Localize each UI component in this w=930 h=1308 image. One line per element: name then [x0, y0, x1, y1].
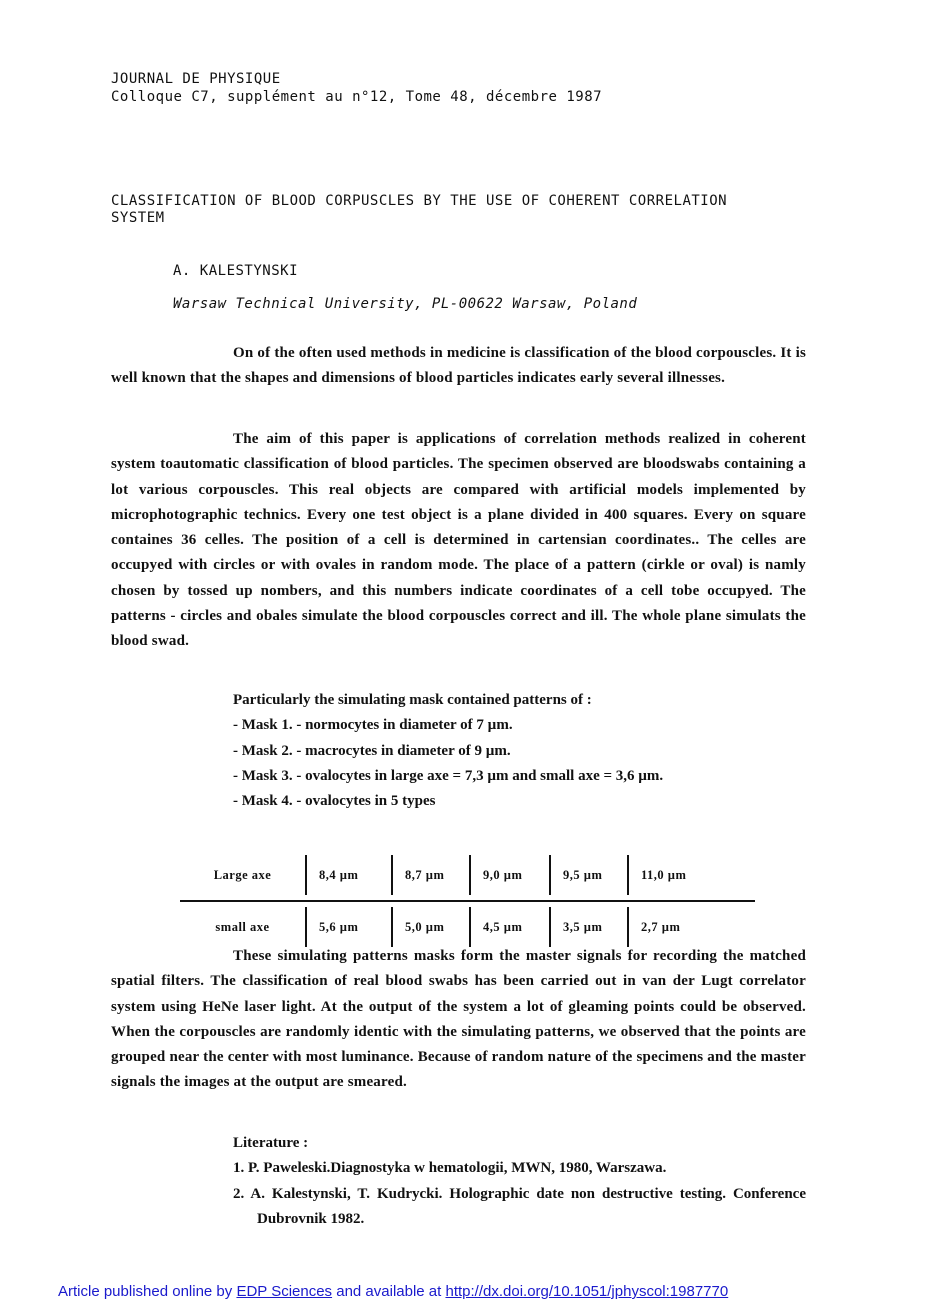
mask-item: - Mask 2. - macrocytes in diameter of 9 µm. [233, 742, 511, 759]
mask-list-intro: Particularly the simulating mask contained patterns of : [233, 692, 592, 708]
table-row-small [180, 907, 755, 947]
paper-title-line-1: CLASSIFICATION OF BLOOD CORPUSCLES BY THE USE OF COHERENT CORRELATION [111, 193, 728, 209]
table-cell: 5,6 µm [305, 907, 391, 947]
footer-prefix: Article published online by [58, 1283, 237, 1300]
paragraph-method: The aim of this paper is applications of correlation methods realized in coherent system toautomatic classification of blood particles. The specimen observed are bloodswabs containing a lot various corpouscles. This real objects are compared with artificial models implemented by microphotographic technics. Every one test object is a plane divided in 400 squares. Every on square containes 36 celles. The position of a cell is determined in cartensian coordinates.. The celles are occupyed with circles or with ovales in random mode. The place of a pattern (cirkle or oval) is namly chosen by tossed up nombers, and this numbers indicate coordinates of a cell tobe occupyed. The patterns - circles and obales simulate the blood corpouscles correct and ill. The whole plane simulats the blood swad. [111, 431, 806, 650]
table-cell: 4,5 µm [469, 907, 549, 947]
author-name: A. KALESTYNSKI [173, 263, 299, 279]
mask-item: - Mask 3. - ovalocytes in large axe = 7,3 µm and small axe = 3,6 µm. [233, 767, 664, 784]
reference-item: 1. P. Paweleski.Diagnostyka w hematologii, MWN, 1980, Warszawa. [233, 1160, 667, 1177]
publisher-link[interactable]: EDP Sciences [236, 1283, 333, 1300]
ovalocyte-axes-table [180, 855, 755, 947]
table-cell: 2,7 µm [627, 907, 741, 947]
journal-name: JOURNAL DE PHYSIQUE [111, 71, 281, 87]
mask-list [233, 688, 806, 814]
table-divider [180, 900, 755, 902]
table-cell: 8,4 µm [305, 855, 391, 895]
publication-footer [58, 1283, 728, 1300]
footer-middle: and available at [332, 1283, 446, 1300]
literature-heading: Literature : [233, 1135, 309, 1151]
paragraph-intro: On of the often used methods in medicine is classification of the blood corpouscles. It is well known that the shapes and dimensions of blood particles indicates early several illnesses. [111, 345, 806, 387]
paper-title-line-2: SYSTEM [111, 210, 165, 226]
table-cell: 8,7 µm [391, 855, 469, 895]
reference-item: 2. A. Kalestynski, T. Kudrycki. Holographic date non destructive testing. Conference Dubrovnik 1982. [233, 1185, 806, 1227]
journal-issue: Colloque C7, supplément au n°12, Tome 48, décembre 1987 [111, 89, 603, 105]
table-cell: 9,5 µm [549, 855, 627, 895]
paper-title [111, 193, 851, 227]
literature-section [233, 1131, 806, 1232]
doi-link[interactable]: http://dx.doi.org/10.1051/jphyscol:1987770 [445, 1283, 729, 1300]
table-cell: 9,0 µm [469, 855, 549, 895]
table-cell: 11,0 µm [627, 855, 741, 895]
paragraph-results: These simulating patterns masks form the master signals for recording the matched spatial filters. The classification of real blood swabs has been carried out in van der Lugt correlator system using HeNe laser light. At the output of the system a lot of gleaming points could be observed. When the corpouscles are randomly identic with the simulating patterns, we observed that the points are grouped near the center with most luminance. Because of random nature of the specimens and the master signals the images at the output are smeared. [111, 948, 806, 1091]
mask-item: - Mask 4. - ovalocytes in 5 types [233, 793, 436, 810]
table-row-large [180, 855, 755, 895]
table-cell: 5,0 µm [391, 907, 469, 947]
table-cell: 3,5 µm [549, 907, 627, 947]
row-label-large: Large axe [213, 867, 272, 882]
row-label-small: small axe [215, 919, 270, 934]
mask-item: - Mask 1. - normocytes in diameter of 7 µm. [233, 717, 513, 734]
journal-header [111, 70, 602, 106]
author-affiliation: Warsaw Technical University, PL-00622 Warsaw, Poland [173, 296, 638, 312]
